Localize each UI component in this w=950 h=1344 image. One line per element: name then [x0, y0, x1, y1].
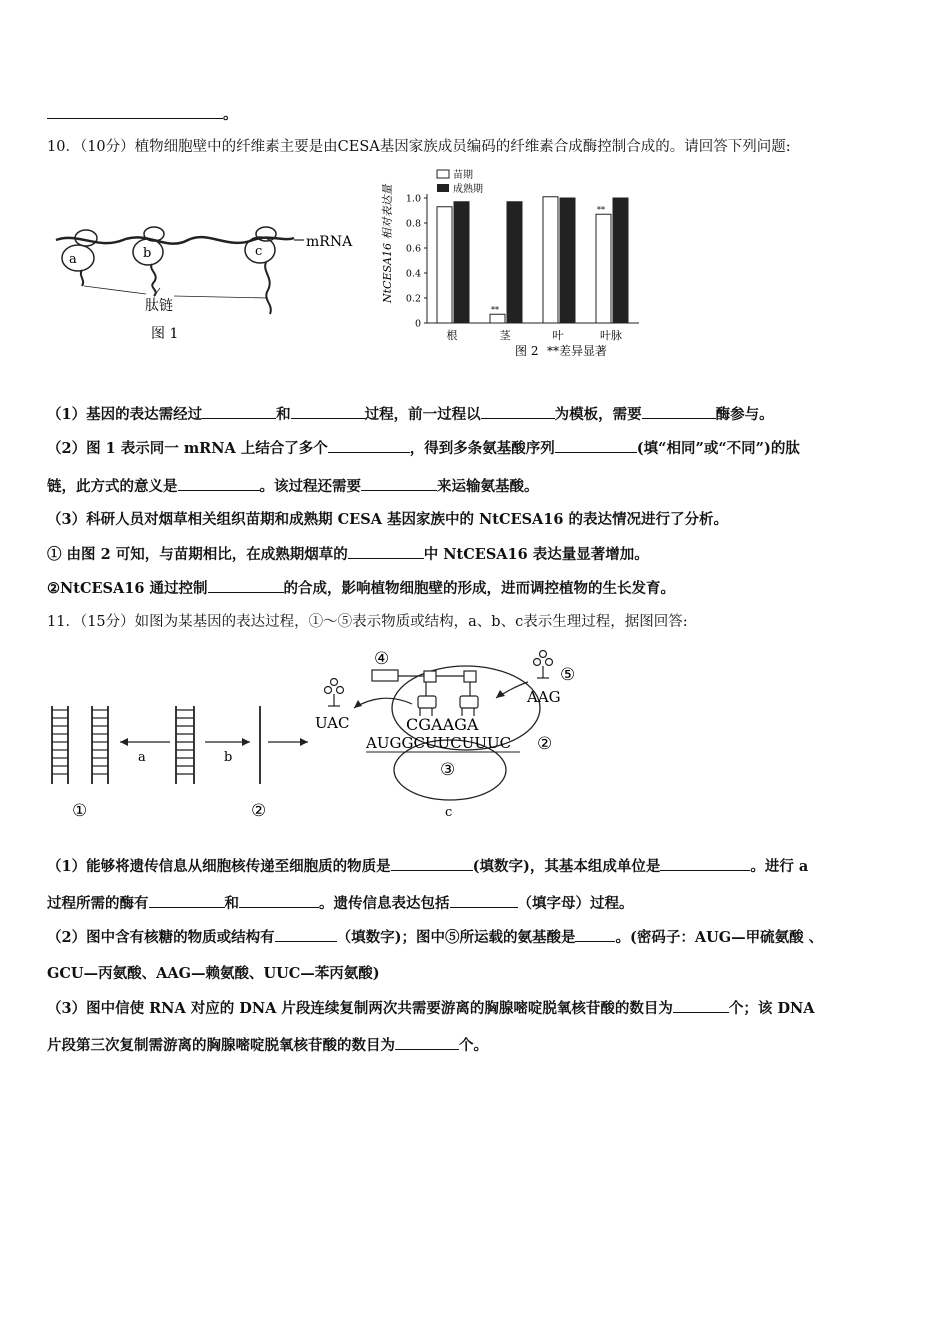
q10-part3-2: ②NtCESA16 通过控制 的合成，影响植物细胞壁的形成，进而调控植物的生长发育。 — [47, 580, 675, 597]
q10-figure2-chart — [375, 165, 665, 365]
answer-blank[interactable] — [149, 893, 225, 908]
answer-blank[interactable] — [178, 476, 260, 491]
mrna-label: mRNA — [306, 234, 353, 250]
q10-part2-cont: 链，此方式的意义是 。该过程还需要 来运输氨基酸。 — [47, 478, 539, 495]
trna-leaving — [325, 679, 344, 707]
ribosome-a — [62, 245, 94, 271]
previous-answer-line: 。 — [47, 104, 238, 125]
label-c: c — [255, 244, 263, 259]
answer-blank[interactable] — [208, 578, 284, 593]
answer-blank[interactable] — [239, 893, 319, 908]
q11-part1-cont: 过程所需的酶有 和 。遗传信息表达包括 （填字母）过程。 — [47, 895, 634, 912]
answer-blank[interactable] — [450, 893, 518, 908]
chart-ylabel: NtCESA16 相对表达量 — [381, 184, 394, 303]
answer-blank[interactable] — [391, 856, 473, 871]
label-2: ② — [251, 801, 267, 821]
answer-blank[interactable] — [642, 404, 716, 419]
label-2b: ② — [537, 734, 553, 754]
q10-part2: （2）图 1 表示同一 mRNA 上结合了多个 ，得到多条氨基酸序列 (填“相同”或“不同”)的肽 — [47, 440, 800, 457]
bar-成熟期-叶 — [560, 198, 575, 323]
answer-blank[interactable] — [202, 404, 276, 419]
fig2-caption: 图 2 — [515, 344, 539, 358]
label-b: b — [143, 246, 152, 261]
label-a: a — [69, 252, 77, 267]
q11-part2-cont: GCU—丙氨酸、AAG—赖氨酸、UUC—苯丙氨酸) — [47, 965, 380, 982]
bar-苗期-根 — [437, 207, 452, 323]
y-tick-label: 1.0 — [405, 193, 421, 205]
answer-blank[interactable] — [575, 927, 615, 942]
answer-blank[interactable] — [328, 438, 410, 453]
label-3: ③ — [440, 760, 456, 780]
category-label: 根 — [446, 329, 458, 342]
legend-swatch-mature — [437, 184, 449, 192]
q11-header — [47, 612, 688, 632]
bar-苗期-叶 — [543, 197, 558, 323]
bar-苗期-叶脉 — [596, 214, 611, 323]
uac-label: UAC — [315, 714, 350, 732]
label-5: ⑤ — [560, 665, 576, 685]
category-label: 叶脉 — [600, 329, 622, 342]
anticodon-label: CGAAGA — [406, 715, 479, 734]
q10-header — [47, 137, 791, 157]
answer-blank[interactable] — [660, 856, 750, 871]
fig1-caption: 图 1 — [151, 326, 179, 342]
q10-part3: （3）科研人员对烟草相关组织苗期和成熟期 CESA 基因家族中的 NtCESA16 的表达情况进行了分析。 — [47, 511, 729, 528]
trna-incoming-5 — [534, 651, 553, 679]
answer-blank[interactable] — [481, 404, 555, 419]
bar-成熟期-茎 — [507, 202, 522, 323]
y-tick-label: 0 — [414, 318, 421, 330]
peptide-chain-4 — [372, 670, 398, 681]
trna-bound-2 — [460, 682, 478, 716]
significance-mark: ** — [597, 205, 605, 215]
y-tick-label: 0.8 — [405, 218, 421, 230]
q11-part2: （2）图中含有核糖的物质或结构有 （填数字)；图中⑤所运载的氨基酸是 。(密码子：AUG—甲硫氨酸 、 — [47, 929, 824, 946]
bar-成熟期-叶脉 — [613, 198, 628, 323]
y-tick-label: 0.2 — [405, 293, 421, 305]
y-tick-label: 0.4 — [405, 268, 421, 280]
category-label: 叶 — [552, 329, 564, 342]
legend-label-seedling: 苗期 — [453, 170, 473, 181]
legend-label-mature: 成熟期 — [453, 184, 483, 195]
y-tick-label: 0.6 — [405, 243, 421, 255]
answer-blank[interactable] — [361, 476, 437, 491]
answer-blank[interactable] — [275, 927, 337, 942]
q10-figure1 — [48, 210, 368, 350]
legend-swatch-seedling — [437, 170, 449, 178]
arrow-b-label: b — [224, 750, 233, 765]
bar-苗期-茎 — [490, 314, 505, 323]
bar-成熟期-根 — [454, 202, 469, 323]
answer-blank[interactable] — [47, 104, 223, 119]
q11-header-text: 11．（15分）如图为某基因的表达过程，①～⑤表示物质或结构，a、b、c表示生理过程，据图回答: — [47, 614, 688, 630]
q10-part1: （1）基因的表达需经过 和 过程，前一过程以 为模板，需要 酶参与。 — [47, 406, 774, 423]
significance-mark: ** — [491, 305, 499, 315]
answer-blank[interactable] — [348, 544, 424, 559]
answer-blank[interactable] — [395, 1035, 459, 1050]
trna-bound-1 — [418, 682, 436, 716]
answer-blank[interactable] — [673, 998, 729, 1013]
q11-part3-cont: 片段第三次复制需游离的胸腺嘧啶脱氧核苷酸的数目为 个。 — [47, 1037, 488, 1054]
q11-figure — [40, 646, 620, 826]
q11-part1: （1）能够将遗传信息从细胞核传递至细胞质的物质是 (填数字)，其基本组成单位是 。进行 a — [47, 858, 809, 875]
label-1: ① — [72, 801, 88, 821]
arrow-a-label: a — [138, 750, 146, 765]
label-4: ④ — [374, 649, 390, 669]
aag-label: AAG — [527, 688, 561, 706]
fig2-note: **差异显著 — [547, 344, 608, 358]
q10-part3-1: ① 由图 2 可知，与苗期相比，在成熟期烟草的 中 NtCESA16 表达量显著增加。 — [47, 546, 649, 563]
answer-blank[interactable] — [555, 438, 637, 453]
peptide-label: 肽链 — [145, 298, 173, 314]
q11-part3: （3）图中信使 RNA 对应的 DNA 片段连续复制两次共需要游离的胸腺嘧啶脱氧核苷酸的数目为 个；该 DNA — [47, 1000, 815, 1017]
arrow-c-label: c — [445, 805, 453, 820]
q10-header-text: 10．（10分）植物细胞壁中的纤维素主要是由CESA基因家族成员编码的纤维素合成酶控制合成的。请回答下列问题: — [47, 139, 791, 155]
category-label: 茎 — [499, 329, 511, 342]
answer-blank[interactable] — [291, 404, 365, 419]
mrna-seq-label: AUGGCUUCUUUC — [366, 734, 512, 752]
